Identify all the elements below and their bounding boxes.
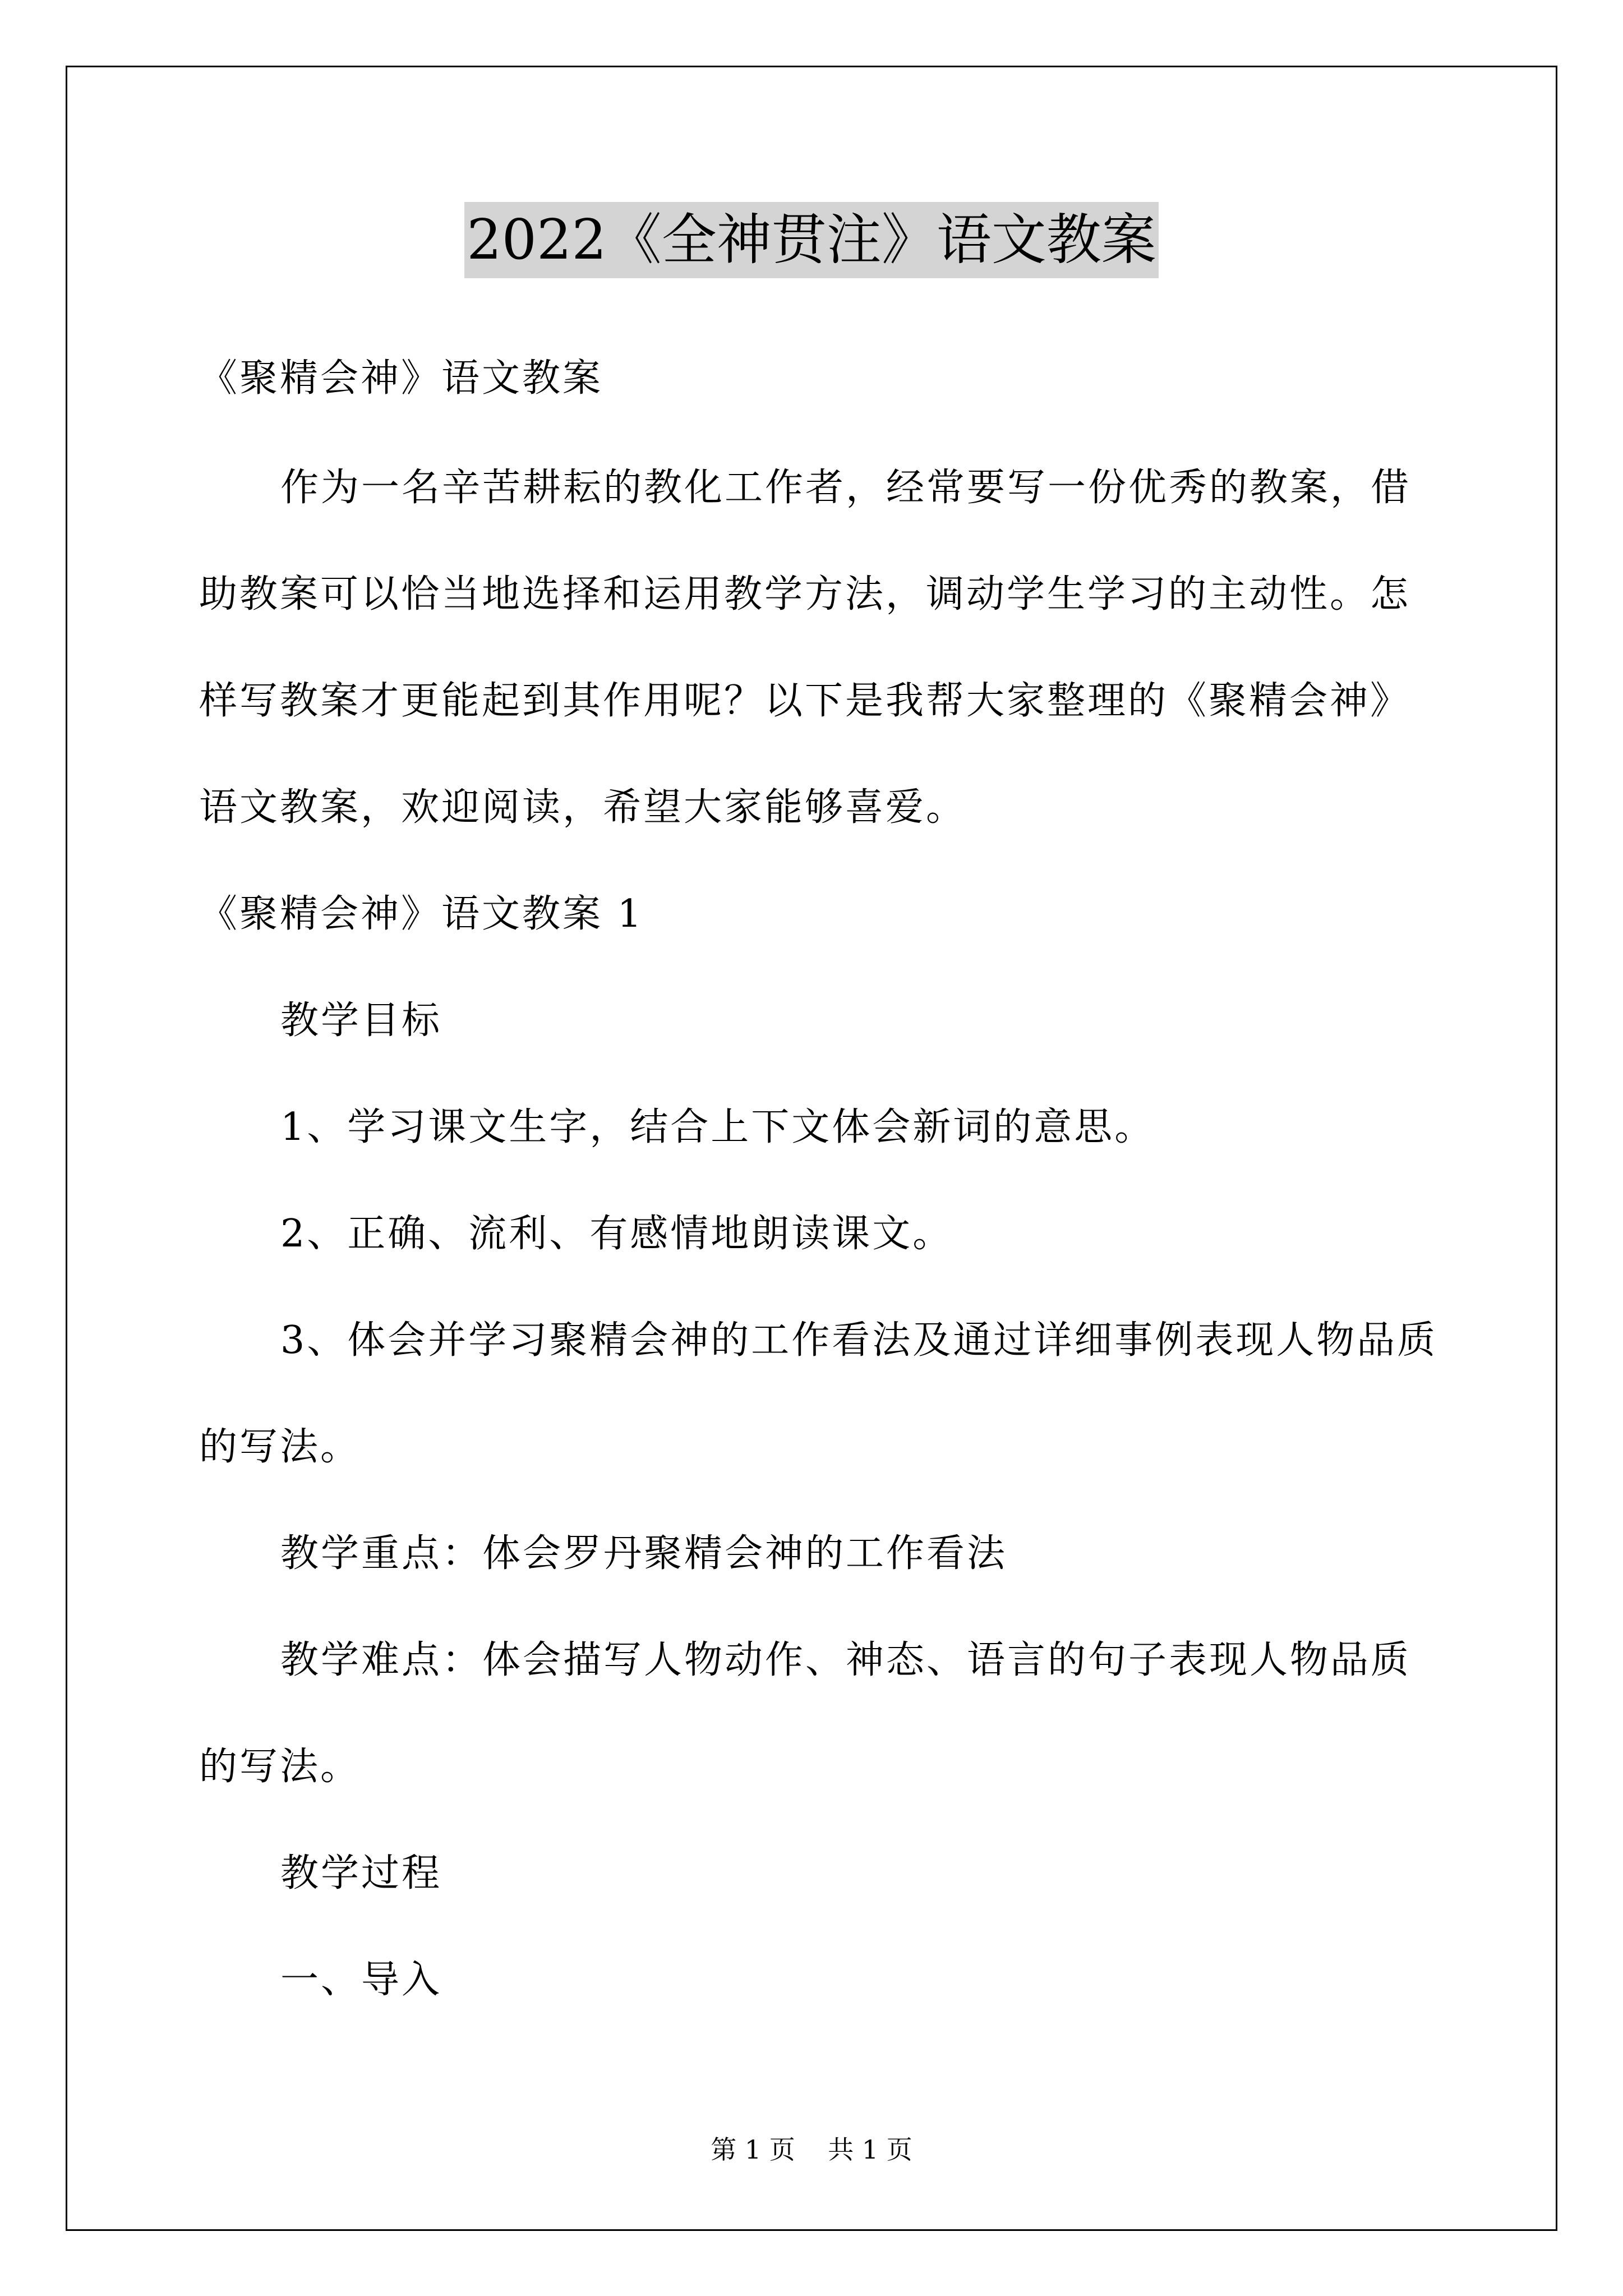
difficulty-line-1: 教学难点：体会描写人物动作、神态、语言的句子表现人物品质 <box>280 1638 1412 1682</box>
document-title: 2022《全神贯注》语文教案 <box>464 202 1158 278</box>
goal-item-3-line-2: 的写法。 <box>199 1425 361 1469</box>
intro-line-3: 样写教案才更能起到其作用呢？以下是我帮大家整理的《聚精会神》 <box>199 679 1411 723</box>
goal-item-2: 2、正确、流利、有感情地朗读课文。 <box>280 1212 953 1256</box>
intro-line-2: 助教案可以恰当地选择和运用教学方法，调动学生学习的主动性。怎 <box>199 572 1411 616</box>
goal-item-1: 1、学习课文生字，结合上下文体会新词的意思。 <box>280 1105 1155 1149</box>
process-step-1: 一、导入 <box>280 1958 442 2002</box>
document-title-block <box>0 202 1623 278</box>
goal-item-3-line-1: 3、体会并学习聚精会神的工作看法及通过详细事例表现人物品质 <box>280 1318 1438 1363</box>
process-heading: 教学过程 <box>280 1851 442 1895</box>
intro-line-1: 作为一名辛苦耕耘的教化工作者，经常要写一份优秀的教案，借 <box>280 466 1412 510</box>
document-subtitle: 《聚精会神》语文教案 <box>199 356 603 401</box>
goals-heading: 教学目标 <box>280 999 442 1043</box>
intro-line-4: 语文教案，欢迎阅读，希望大家能够喜爱。 <box>199 785 967 830</box>
key-point: 教学重点：体会罗丹聚精会神的工作看法 <box>280 1531 1008 1576</box>
section-heading: 《聚精会神》语文教案 1 <box>199 892 644 936</box>
difficulty-line-2: 的写法。 <box>199 1745 361 1789</box>
page-number-footer: 第 1 页 共 1 页 <box>711 2134 912 2165</box>
